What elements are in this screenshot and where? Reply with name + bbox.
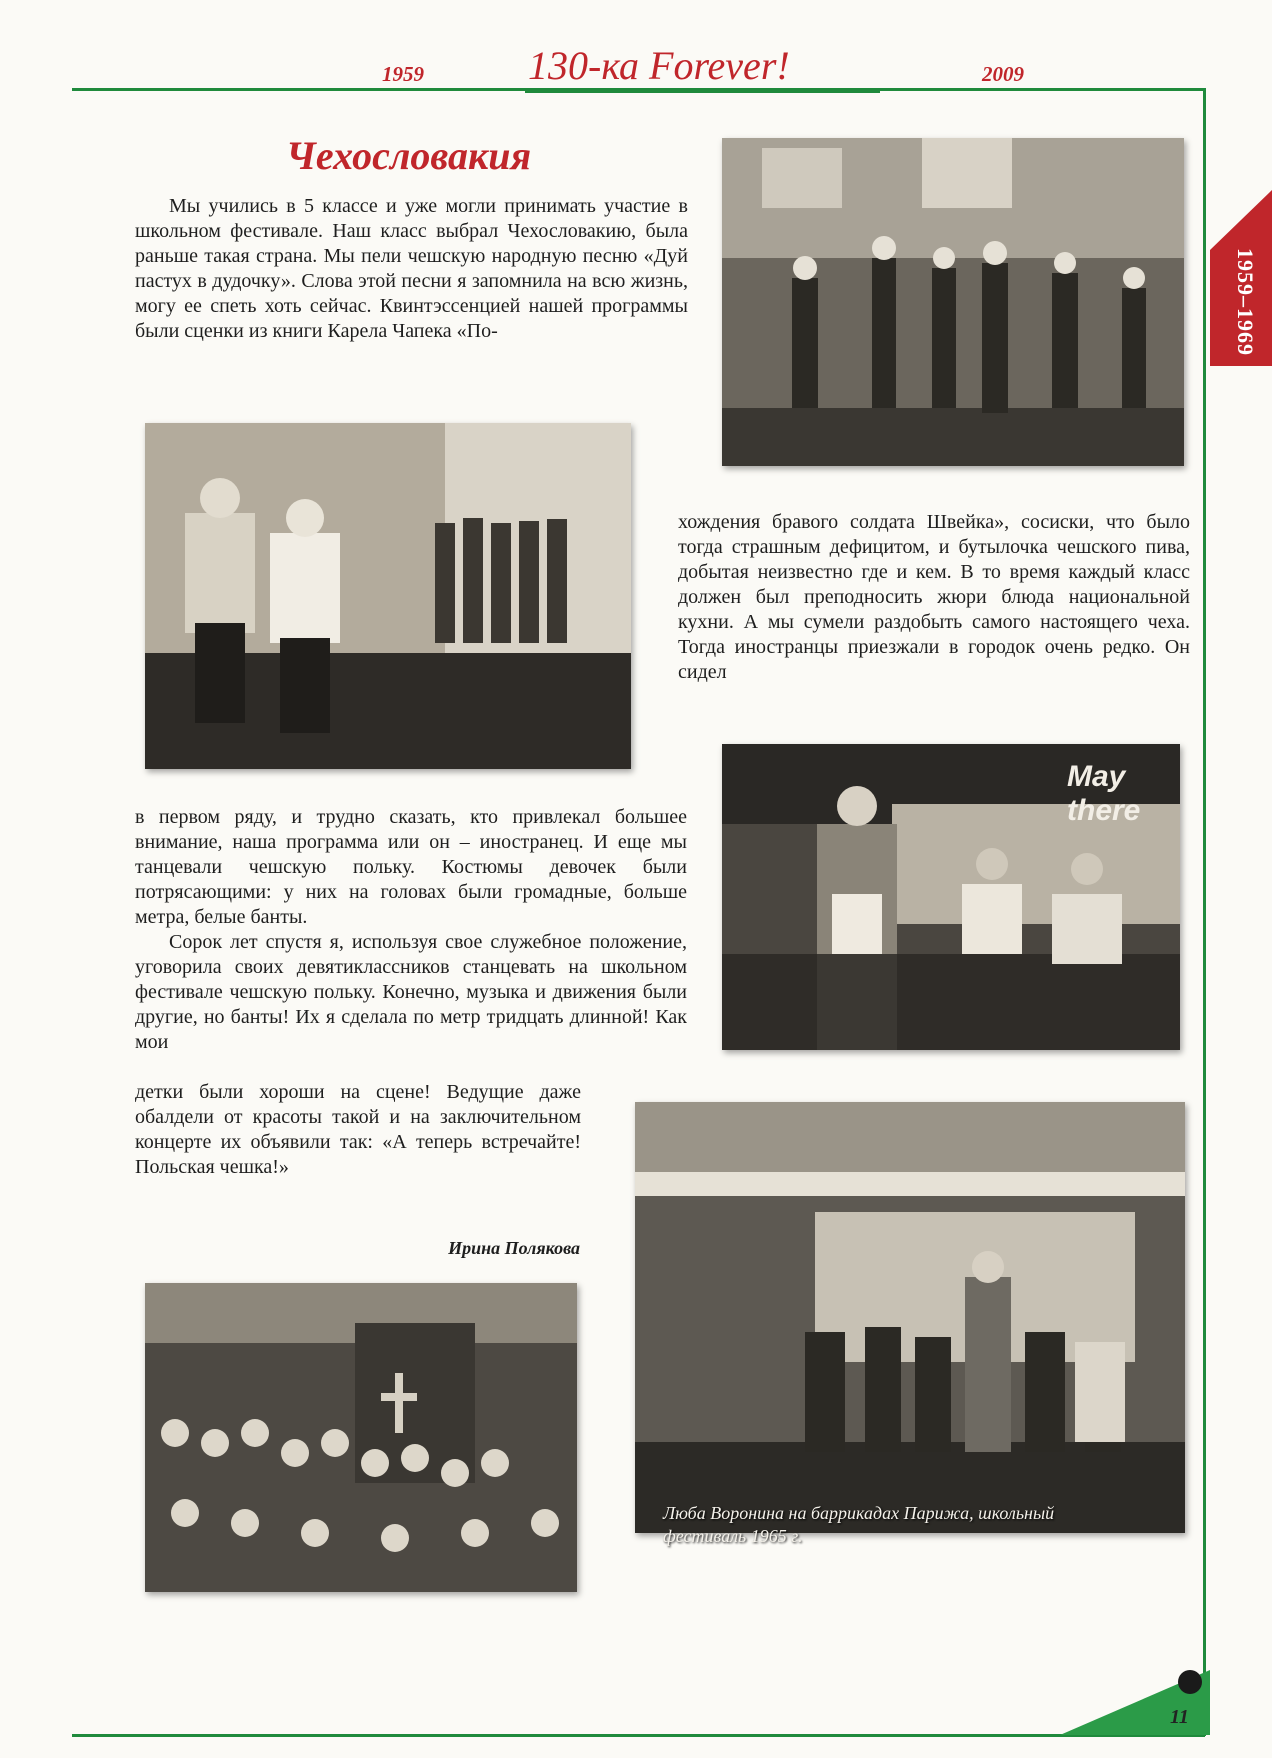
paragraph-3: в первом ряду, и трудно сказать, кто привлекал большее внимание, наша программа или он – иностранец. И еще мы танцевали чешскую польку. Костюмы девочек были потрясающими: у них на головах были громадные, больше метра, белые банты. — [135, 806, 687, 928]
paragraph-2: хождения бравого солдата Швейка», сосиски, что было тогда страшным дефицитом, и бутылочка чешского пива, добытая неизвестно где и кем. В то время каждый класс должен был преподносить жюри блюда национальной кухни. А мы сумели раздобыть самого настоящего чеха. Тогда иностранцы приезжали в городок очень редко. Он сидел — [678, 511, 1190, 683]
page-number: 11 — [1170, 1706, 1189, 1728]
article-text-block-1 — [135, 194, 688, 344]
photo-boys-on-stage — [145, 423, 631, 769]
article-title: Чехословакия — [286, 133, 532, 178]
frame-bottom-line — [72, 1734, 1205, 1737]
header-underline — [525, 90, 880, 93]
photo-girl-with-sign — [722, 744, 1180, 1050]
paragraph-5: детки были хороши на сцене! Ведущие даже обалдели от красоты такой и на заключительном концерте их объявили так: «А теперь встречайте! Польская чешка!» — [135, 1081, 581, 1178]
photo-sign-text: May there — [1067, 760, 1141, 827]
article-text-block-4 — [135, 1080, 581, 1180]
header-year-start: 1959 — [382, 62, 424, 86]
side-tab-label: 1959–1969 — [1233, 248, 1258, 356]
corner-decoration — [1060, 1670, 1210, 1740]
photo-paris-barricades — [635, 1102, 1185, 1533]
photo-festival-crowd — [145, 1283, 577, 1592]
header-year-end: 2009 — [982, 62, 1024, 86]
header-title: 130-ка Forever! — [528, 43, 790, 88]
paragraph-4: Сорок лет спустя я, используя свое служебное положение, уговорила своих девятиклассников станцевать на школьном фестивале чешскую польку. Конечно, музыка и движения были другие, но банты! Их я сделала по метр тридцать длинной! Как мои — [135, 931, 687, 1053]
photo-caption: Люба Воронина на баррикадах Парижа, школьный фестиваль 1965 г. — [663, 1503, 1055, 1546]
photo-stage-dance — [722, 138, 1184, 466]
frame-right-line — [1203, 88, 1206, 1736]
article-text-block-2 — [678, 510, 1190, 685]
article-author: Ирина Полякова — [448, 1238, 580, 1258]
article-text-block-3 — [135, 805, 687, 1055]
paragraph-1: Мы учились в 5 классе и уже могли принимать участие в школьном фестивале. Наш класс выбрал Чехословакию, была раньше такая страна. Мы пели чешскую народную песню «Дуй пастух в дудочку». Слова этой песни я запомнила на всю жизнь, могу ее спеть хоть сейчас. Квинтэссенцией нашей программы были сценки из книги Карела Чапека «По- — [135, 195, 688, 342]
